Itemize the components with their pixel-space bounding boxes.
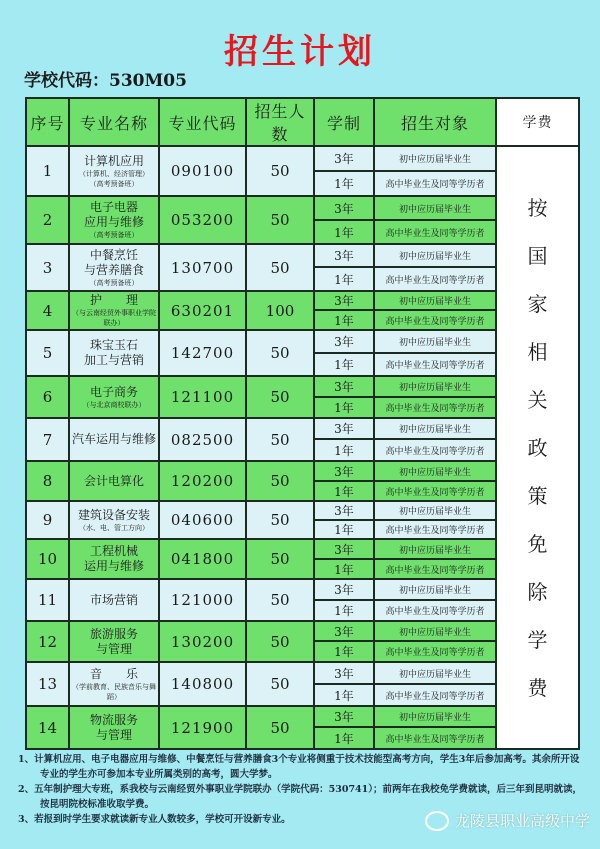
major-name-cell xyxy=(69,621,159,662)
fee-char: 家 xyxy=(527,291,548,316)
fee-char: 费 xyxy=(527,675,548,700)
major-name-cell xyxy=(69,244,159,291)
target-3yr: 初中应历届毕业生 xyxy=(374,146,496,171)
major-code: 121100 xyxy=(159,376,246,418)
fee-char: 关 xyxy=(527,387,548,412)
fee-char: 策 xyxy=(527,483,548,508)
header-duration: 学制 xyxy=(314,98,374,146)
major-name-cell xyxy=(69,706,159,749)
major-note: （高考预备班） xyxy=(89,179,139,188)
row-number: 5 xyxy=(26,330,69,376)
row-number: 4 xyxy=(26,291,69,330)
major-name: 电子电器 应用与维修 xyxy=(83,200,144,229)
duration-1yr: 1年 xyxy=(314,220,374,244)
target-1yr: 高中毕业生及同等学历者 xyxy=(374,439,496,461)
fee-char: 按 xyxy=(527,195,548,220)
fee-cell xyxy=(496,146,579,749)
row-number: 2 xyxy=(26,196,69,244)
target-1yr: 高中毕业生及同等学历者 xyxy=(374,600,496,621)
enrollment-count: 50 xyxy=(246,330,314,376)
duration-3yr: 3年 xyxy=(314,706,374,727)
major-name: 会计电算化 xyxy=(83,473,144,488)
fee-char: 国 xyxy=(527,243,548,268)
fee-char: 相 xyxy=(527,339,548,364)
major-code: 142700 xyxy=(159,330,246,376)
enrollment-count: 50 xyxy=(246,579,314,621)
major-name-cell xyxy=(69,196,159,244)
major-note: （学前教育、民族音乐与舞蹈） xyxy=(72,682,156,701)
major-code: 121000 xyxy=(159,579,246,621)
target-1yr: 高中毕业生及同等学历者 xyxy=(374,481,496,501)
enrollment-count: 50 xyxy=(246,244,314,291)
target-3yr: 初中应历届毕业生 xyxy=(374,376,496,397)
major-name-cell xyxy=(69,501,159,539)
duration-3yr: 3年 xyxy=(314,146,374,171)
duration-3yr: 3年 xyxy=(314,501,374,520)
major-name: 计算机应用 xyxy=(83,153,144,168)
duration-3yr: 3年 xyxy=(314,621,374,641)
enrollment-count: 50 xyxy=(246,706,314,749)
duration-1yr: 1年 xyxy=(314,481,374,501)
duration-1yr: 1年 xyxy=(314,600,374,621)
duration-1yr: 1年 xyxy=(314,353,374,376)
target-3yr: 初中应历届毕业生 xyxy=(374,539,496,559)
row-number: 6 xyxy=(26,376,69,418)
major-name-cell xyxy=(69,330,159,376)
watermark xyxy=(425,810,590,831)
major-name-cell xyxy=(69,579,159,621)
row-number: 9 xyxy=(26,501,69,539)
duration-1yr: 1年 xyxy=(314,439,374,461)
fee-char: 政 xyxy=(527,435,548,460)
enrollment-count: 50 xyxy=(246,662,314,706)
duration-1yr: 1年 xyxy=(314,397,374,418)
enrollment-table xyxy=(25,97,580,750)
target-3yr: 初中应历届毕业生 xyxy=(374,244,496,267)
major-name: 旅游服务 与管理 xyxy=(89,626,138,656)
enrollment-count: 50 xyxy=(246,539,314,579)
duration-1yr: 1年 xyxy=(314,684,374,706)
row-number: 7 xyxy=(26,418,69,461)
major-name-cell xyxy=(69,461,159,501)
duration-1yr: 1年 xyxy=(314,559,374,579)
fee-char: 免 xyxy=(527,531,548,556)
duration-1yr: 1年 xyxy=(314,310,374,330)
duration-3yr: 3年 xyxy=(314,662,374,684)
major-name: 市场营销 xyxy=(89,592,138,607)
target-1yr: 高中毕业生及同等学历者 xyxy=(374,267,496,291)
target-1yr: 高中毕业生及同等学历者 xyxy=(374,310,496,330)
major-name: 电子商务 xyxy=(89,384,138,399)
major-name: 工程机械 运用与维修 xyxy=(83,544,144,573)
major-note: （与云南经贸外事职业学院联办） xyxy=(72,309,156,327)
major-code: 053200 xyxy=(159,196,246,244)
major-name-cell xyxy=(69,539,159,579)
target-1yr: 高中毕业生及同等学历者 xyxy=(374,397,496,418)
target-1yr: 高中毕业生及同等学历者 xyxy=(374,220,496,244)
page-title: 招生计划 xyxy=(224,32,376,72)
target-3yr: 初中应历届毕业生 xyxy=(374,330,496,353)
enrollment-count: 50 xyxy=(246,196,314,244)
major-code: 120200 xyxy=(159,461,246,501)
watermark-text: 龙陵县职业高级中学 xyxy=(455,812,591,830)
duration-3yr: 3年 xyxy=(314,376,374,397)
target-3yr: 初中应历届毕业生 xyxy=(374,662,496,684)
row-number: 3 xyxy=(26,244,69,291)
target-1yr: 高中毕业生及同等学历者 xyxy=(374,559,496,579)
major-code: 090100 xyxy=(159,146,246,196)
duration-3yr: 3年 xyxy=(314,461,374,481)
enrollment-count: 50 xyxy=(246,146,314,196)
duration-3yr: 3年 xyxy=(314,330,374,353)
major-code: 040600 xyxy=(159,501,246,539)
duration-3yr: 3年 xyxy=(314,418,374,439)
row-number: 8 xyxy=(26,461,69,501)
major-code: 130700 xyxy=(159,244,246,291)
header-target: 招生对象 xyxy=(374,98,496,146)
note-2: 2、五年制护理大专班，系我校与云南经贸外事职业学院联办（学院代码：530741）；前两年在我校免学费就读，后三年到昆明就读，按昆明院校标准收取学费。 xyxy=(18,784,583,810)
target-1yr: 高中毕业生及同等学历者 xyxy=(374,641,496,662)
enrollment-count: 50 xyxy=(246,621,314,662)
major-code: 140800 xyxy=(159,662,246,706)
target-1yr: 高中毕业生及同等学历者 xyxy=(374,520,496,539)
table-row xyxy=(26,146,579,171)
target-3yr: 初中应历届毕业生 xyxy=(374,418,496,439)
header-no: 序号 xyxy=(26,98,69,146)
target-3yr: 初中应历届毕业生 xyxy=(374,196,496,220)
wechat-icon xyxy=(425,811,449,831)
header-name: 专业名称 xyxy=(69,98,159,146)
note-1: 1、计算机应用、电子电器应用与维修、中餐烹饪与营养膳食3个专业将侧重于技术技能型高考方向，学生3年后参加高考。其余所开设专业的学生亦可参加本专业所属类别的高考，圆大学梦。 xyxy=(18,754,580,780)
major-name: 珠宝玉石 加工与营销 xyxy=(83,338,144,367)
major-name: 建筑设备安装 xyxy=(77,507,150,522)
row-number: 1 xyxy=(26,146,69,196)
major-code: 041800 xyxy=(159,539,246,579)
duration-3yr: 3年 xyxy=(314,196,374,220)
major-note: （高考预备班） xyxy=(89,278,139,287)
major-name-cell xyxy=(69,662,159,706)
note-3: 3、若报到时学生要求就读新专业人数较多，学校可开设新专业。 xyxy=(18,814,291,825)
row-number: 10 xyxy=(26,539,69,579)
duration-1yr: 1年 xyxy=(314,171,374,196)
fee-char: 除 xyxy=(527,579,548,604)
target-1yr: 高中毕业生及同等学历者 xyxy=(374,171,496,196)
target-3yr: 初中应历届毕业生 xyxy=(374,579,496,600)
target-3yr: 初中应历届毕业生 xyxy=(374,291,496,310)
major-name-cell xyxy=(69,291,159,330)
row-number: 12 xyxy=(26,621,69,662)
major-code: 630201 xyxy=(159,291,246,330)
major-name-cell xyxy=(69,376,159,418)
duration-3yr: 3年 xyxy=(314,579,374,600)
major-note: （与北京商校联办） xyxy=(82,400,146,409)
duration-3yr: 3年 xyxy=(314,539,374,559)
duration-1yr: 1年 xyxy=(314,520,374,539)
major-name: 音 乐 xyxy=(89,666,138,681)
major-note: （水、电、管工方向） xyxy=(79,523,149,532)
header-fee: 学费 xyxy=(496,98,579,146)
duration-3yr: 3年 xyxy=(314,291,374,310)
major-note: （高考预备班） xyxy=(89,231,139,239)
target-3yr: 初中应历届毕业生 xyxy=(374,501,496,520)
enrollment-count: 100 xyxy=(246,291,314,330)
major-note: （计算机、经济管理） xyxy=(79,169,149,178)
target-3yr: 初中应历届毕业生 xyxy=(374,621,496,641)
row-number: 14 xyxy=(26,706,69,749)
target-3yr: 初中应历届毕业生 xyxy=(374,706,496,727)
fee-char: 学 xyxy=(527,627,548,652)
target-1yr: 高中毕业生及同等学历者 xyxy=(374,684,496,706)
header-code: 专业代码 xyxy=(159,98,246,146)
major-name: 汽车运用与维修 xyxy=(71,432,156,446)
duration-1yr: 1年 xyxy=(314,641,374,662)
enrollment-count: 50 xyxy=(246,418,314,461)
major-code: 121900 xyxy=(159,706,246,749)
enrollment-count: 50 xyxy=(246,376,314,418)
major-name: 物流服务 与管理 xyxy=(89,712,138,742)
row-number: 11 xyxy=(26,579,69,621)
row-number: 13 xyxy=(26,662,69,706)
major-name: 中餐烹饪 与营养膳食 xyxy=(83,247,144,277)
major-name-cell xyxy=(69,146,159,196)
major-code: 130200 xyxy=(159,621,246,662)
school-code: 学校代码：530M05 xyxy=(24,71,187,91)
duration-1yr: 1年 xyxy=(314,267,374,291)
duration-1yr: 1年 xyxy=(314,727,374,749)
duration-3yr: 3年 xyxy=(314,244,374,267)
enrollment-count: 50 xyxy=(246,461,314,501)
enrollment-count: 50 xyxy=(246,501,314,539)
header-count: 招生人数 xyxy=(246,98,314,146)
major-name: 护 理 xyxy=(89,293,138,307)
target-1yr: 高中毕业生及同等学历者 xyxy=(374,727,496,749)
table-header xyxy=(26,98,579,146)
major-code: 082500 xyxy=(159,418,246,461)
major-name-cell xyxy=(69,418,159,461)
target-1yr: 高中毕业生及同等学历者 xyxy=(374,353,496,376)
target-3yr: 初中应历届毕业生 xyxy=(374,461,496,481)
